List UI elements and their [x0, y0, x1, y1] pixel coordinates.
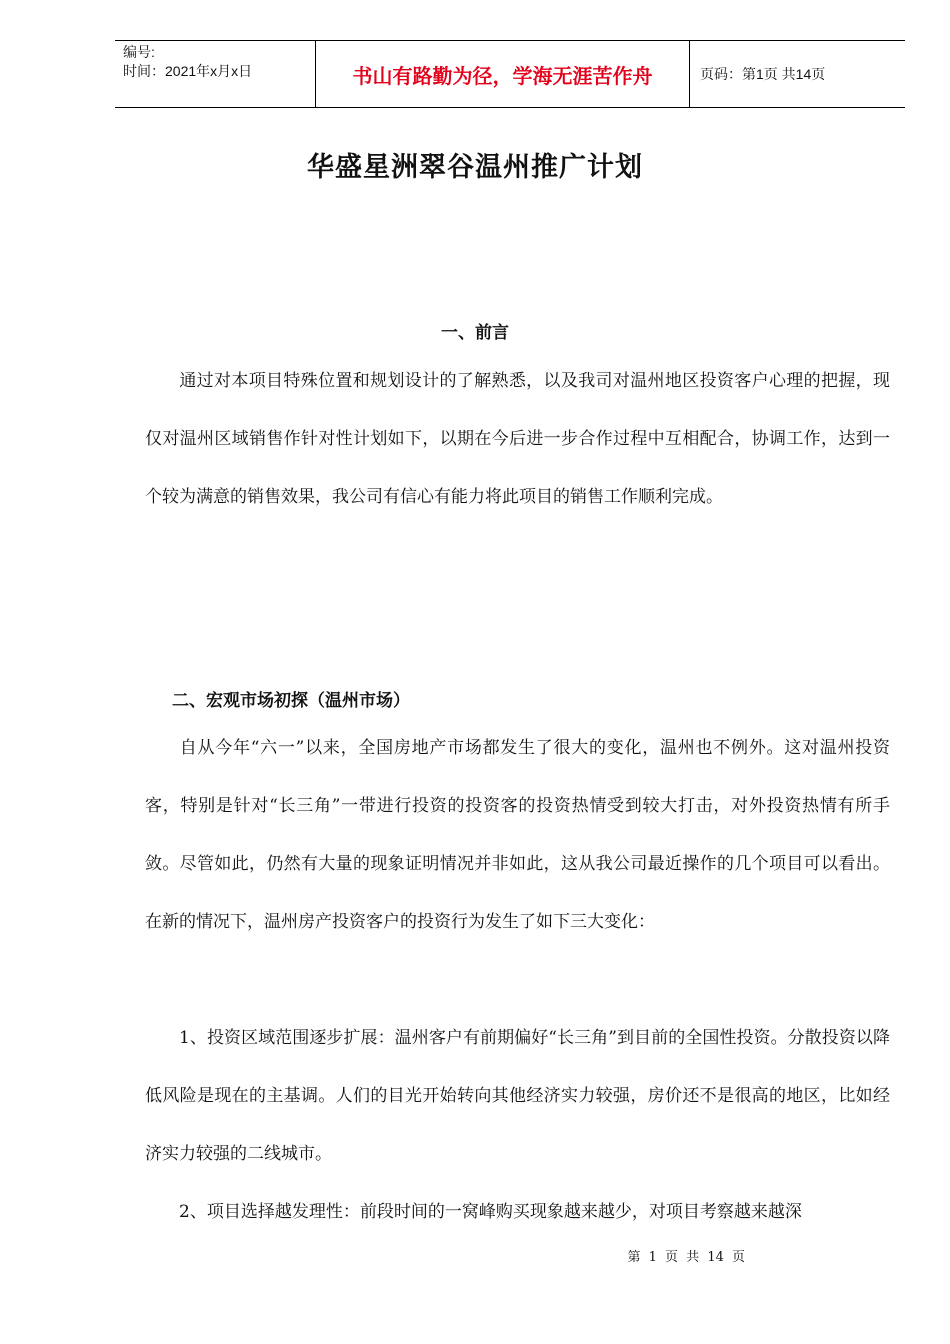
- market-paragraph: [145, 719, 890, 951]
- page-footer: 第 1 页 共 14 页: [627, 1250, 745, 1265]
- point-1-paragraph: [145, 1009, 890, 1183]
- point-2-paragraph: [145, 1183, 890, 1241]
- market-text: 自从今年“六一”以来，全国房地产市场都发生了很大的变化，温州也不例外。这对温州投资客，特别是针对“长三角”一带进行投资的投资客的投资热情受到较大打击，对外投资热情有所手敛。尽管如此，仍然有大量的现象证明情况并非如此，这从我公司最近操作的几个项目可以看出。在新的情况下，温州房产投资客户的投资行为发生了如下三大变化：: [145, 738, 890, 932]
- section-heading-market: 二、宏观市场初探（温州市场）: [172, 691, 410, 711]
- header-page-info: 页码：第1页 共14页: [700, 66, 826, 82]
- preface-text: 通过对本项目特殊位置和规划设计的了解熟悉，以及我司对温州地区投资客户心理的把握，现仅对温州区域销售作针对性计划如下，以期在今后进一步合作过程中互相配合，协调工作，达到一个较为满意的销售效果，我公司有信心有能力将此项目的销售工作顺利完成。: [145, 371, 890, 507]
- point-1-text: 1、投资区域范围逐步扩展：温州客户有前期偏好“长三角”到目前的全国性投资。分散投资以降低风险是现在的主基调。人们的目光开始转向其他经济实力较强，房价还不是很高的地区，比如经济实力较强的二线城市。: [145, 1028, 890, 1164]
- document-title: 华盛星洲翠谷温州推广计划: [307, 152, 643, 183]
- header-motto: 书山有路勤为径，学海无涯苦作舟: [316, 41, 690, 107]
- document-number-label: 编号:: [123, 44, 155, 60]
- section-heading-preface: 一、前言: [441, 323, 509, 343]
- header-meta: [115, 41, 316, 107]
- preface-paragraph: [145, 352, 890, 526]
- document-time-label: 时间：2021年x月x日: [123, 63, 253, 79]
- page-header: [115, 40, 905, 108]
- point-2-text: 2、项目选择越发理性：前段时间的一窝峰购买现象越来越少，对项目考察越来越深: [179, 1202, 802, 1222]
